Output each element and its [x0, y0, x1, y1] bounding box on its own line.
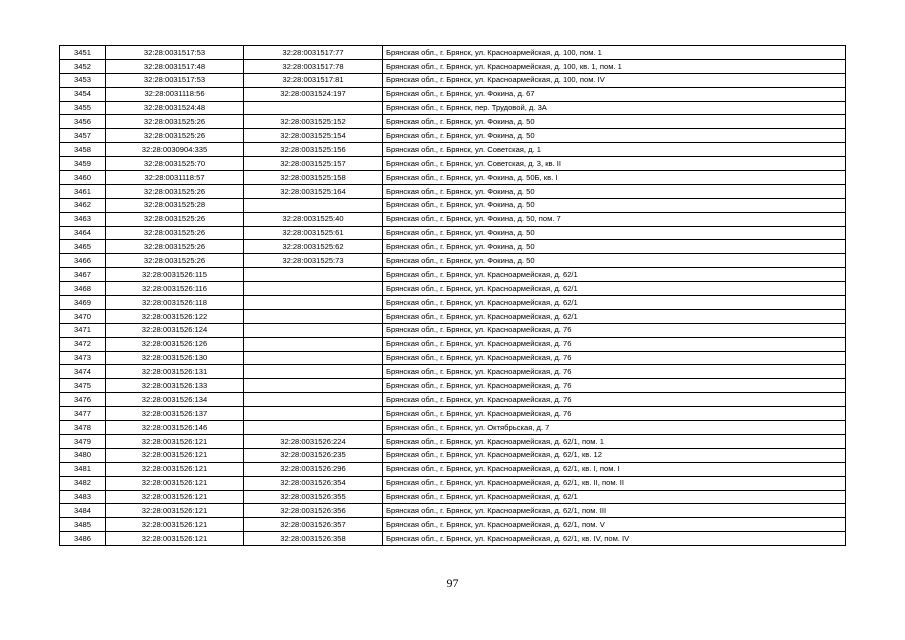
- related-cadastral-number-cell: 32:28:0031526:296: [244, 462, 383, 476]
- row-number-cell: 3458: [60, 143, 106, 157]
- address-cell: Брянская обл., г. Брянск, пер. Трудовой, д. 3А: [383, 101, 846, 115]
- cadastral-number-cell: 32:28:0031526:121: [106, 518, 244, 532]
- address-cell: Брянская обл., г. Брянск, ул. Красноармейская, д. 62/1: [383, 282, 846, 296]
- address-cell: Брянская обл., г. Брянск, ул. Фокина, д. 50, пом. 7: [383, 212, 846, 226]
- related-cadastral-number-cell: 32:28:0031525:62: [244, 240, 383, 254]
- related-cadastral-number-cell: [244, 101, 383, 115]
- table-row: [60, 171, 846, 185]
- cadastral-number-cell: 32:28:0031526:130: [106, 351, 244, 365]
- related-cadastral-number-cell: [244, 379, 383, 393]
- table-row: [60, 157, 846, 171]
- address-cell: Брянская обл., г. Брянск, ул. Красноармейская, д. 62/1, кв. I, пом. I: [383, 462, 846, 476]
- cadastral-number-cell: 32:28:0031526:118: [106, 296, 244, 310]
- related-cadastral-number-cell: 32:28:0031517:77: [244, 46, 383, 60]
- address-cell: Брянская обл., г. Брянск, ул. Красноармейская, д. 76: [383, 351, 846, 365]
- row-number-cell: 3457: [60, 129, 106, 143]
- table-row: [60, 337, 846, 351]
- cadastral-number-cell: 32:28:0031526:133: [106, 379, 244, 393]
- row-number-cell: 3484: [60, 504, 106, 518]
- related-cadastral-number-cell: 32:28:0031525:156: [244, 143, 383, 157]
- table-row: [60, 462, 846, 476]
- cadastral-number-cell: 32:28:0031524:48: [106, 101, 244, 115]
- table-row: [60, 309, 846, 323]
- related-cadastral-number-cell: [244, 309, 383, 323]
- table-row: [60, 59, 846, 73]
- related-cadastral-number-cell: 32:28:0031525:157: [244, 157, 383, 171]
- cadastral-number-cell: 32:28:0031526:146: [106, 421, 244, 435]
- table-row: [60, 532, 846, 546]
- row-number-cell: 3453: [60, 73, 106, 87]
- table-row: [60, 115, 846, 129]
- cadastral-number-cell: 32:28:0031118:56: [106, 87, 244, 101]
- row-number-cell: 3460: [60, 171, 106, 185]
- table-row: [60, 434, 846, 448]
- address-cell: Брянская обл., г. Брянск, ул. Фокина, д. 50: [383, 184, 846, 198]
- address-cell: Брянская обл., г. Брянск, ул. Фокина, д. 50: [383, 240, 846, 254]
- related-cadastral-number-cell: [244, 323, 383, 337]
- related-cadastral-number-cell: 32:28:0031524:197: [244, 87, 383, 101]
- related-cadastral-number-cell: 32:28:0031517:81: [244, 73, 383, 87]
- cadastral-number-cell: 32:28:0031526:137: [106, 407, 244, 421]
- table-row: [60, 407, 846, 421]
- row-number-cell: 3478: [60, 421, 106, 435]
- address-cell: Брянская обл., г. Брянск, ул. Красноармейская, д. 62/1: [383, 490, 846, 504]
- table-row: [60, 87, 846, 101]
- address-cell: Брянская обл., г. Брянск, ул. Красноармейская, д. 62/1, пом. III: [383, 504, 846, 518]
- cadastral-number-cell: 32:28:0031526:121: [106, 490, 244, 504]
- cadastral-table: [59, 45, 846, 546]
- table-row: [60, 296, 846, 310]
- row-number-cell: 3464: [60, 226, 106, 240]
- row-number-cell: 3472: [60, 337, 106, 351]
- row-number-cell: 3459: [60, 157, 106, 171]
- address-cell: Брянская обл., г. Брянск, ул. Красноармейская, д. 76: [383, 407, 846, 421]
- address-cell: Брянская обл., г. Брянск, ул. Красноармейская, д. 100, кв. 1, пом. 1: [383, 59, 846, 73]
- row-number-cell: 3466: [60, 254, 106, 268]
- row-number-cell: 3465: [60, 240, 106, 254]
- table-row: [60, 379, 846, 393]
- address-cell: Брянская обл., г. Брянск, ул. Красноармейская, д. 62/1, кв. IV, пом. IV: [383, 532, 846, 546]
- cadastral-number-cell: 32:28:0031517:48: [106, 59, 244, 73]
- related-cadastral-number-cell: 32:28:0031525:40: [244, 212, 383, 226]
- address-cell: Брянская обл., г. Брянск, ул. Красноармейская, д. 62/1, кв. II, пом. II: [383, 476, 846, 490]
- row-number-cell: 3469: [60, 296, 106, 310]
- cadastral-number-cell: 32:28:0031525:26: [106, 226, 244, 240]
- table-row: [60, 518, 846, 532]
- table-row: [60, 143, 846, 157]
- related-cadastral-number-cell: [244, 407, 383, 421]
- cadastral-number-cell: 32:28:0031526:131: [106, 365, 244, 379]
- cadastral-number-cell: 32:28:0031526:134: [106, 393, 244, 407]
- cadastral-number-cell: 32:28:0031525:26: [106, 240, 244, 254]
- cadastral-number-cell: 32:28:0031526:121: [106, 476, 244, 490]
- related-cadastral-number-cell: [244, 198, 383, 212]
- related-cadastral-number-cell: [244, 268, 383, 282]
- table-row: [60, 240, 846, 254]
- cadastral-number-cell: 32:28:0031526:121: [106, 532, 244, 546]
- related-cadastral-number-cell: 32:28:0031517:78: [244, 59, 383, 73]
- related-cadastral-number-cell: [244, 365, 383, 379]
- table-row: [60, 101, 846, 115]
- row-number-cell: 3475: [60, 379, 106, 393]
- cadastral-number-cell: 32:28:0031525:28: [106, 198, 244, 212]
- row-number-cell: 3461: [60, 184, 106, 198]
- related-cadastral-number-cell: 32:28:0031526:356: [244, 504, 383, 518]
- row-number-cell: 3452: [60, 59, 106, 73]
- address-cell: Брянская обл., г. Брянск, ул. Красноармейская, д. 62/1, пом. V: [383, 518, 846, 532]
- address-cell: Брянская обл., г. Брянск, ул. Фокина, д. 67: [383, 87, 846, 101]
- address-cell: Брянская обл., г. Брянск, ул. Красноармейская, д. 76: [383, 365, 846, 379]
- row-number-cell: 3482: [60, 476, 106, 490]
- row-number-cell: 3483: [60, 490, 106, 504]
- address-cell: Брянская обл., г. Брянск, ул. Красноармейская, д. 62/1: [383, 296, 846, 310]
- address-cell: Брянская обл., г. Брянск, ул. Красноармейская, д. 76: [383, 323, 846, 337]
- table-row: [60, 184, 846, 198]
- cadastral-number-cell: 32:28:0031526:121: [106, 504, 244, 518]
- row-number-cell: 3455: [60, 101, 106, 115]
- table-row: [60, 476, 846, 490]
- cadastral-number-cell: 32:28:0031526:115: [106, 268, 244, 282]
- related-cadastral-number-cell: 32:28:0031525:73: [244, 254, 383, 268]
- address-cell: Брянская обл., г. Брянск, ул. Фокина, д. 50: [383, 115, 846, 129]
- cadastral-number-cell: 32:28:0031525:26: [106, 212, 244, 226]
- row-number-cell: 3473: [60, 351, 106, 365]
- related-cadastral-number-cell: 32:28:0031525:164: [244, 184, 383, 198]
- row-number-cell: 3463: [60, 212, 106, 226]
- row-number-cell: 3470: [60, 309, 106, 323]
- row-number-cell: 3481: [60, 462, 106, 476]
- related-cadastral-number-cell: [244, 351, 383, 365]
- related-cadastral-number-cell: [244, 282, 383, 296]
- cadastral-number-cell: 32:28:0031525:26: [106, 184, 244, 198]
- address-cell: Брянская обл., г. Брянск, ул. Фокина, д. 50: [383, 226, 846, 240]
- related-cadastral-number-cell: 32:28:0031526:235: [244, 448, 383, 462]
- cadastral-number-cell: 32:28:0031526:116: [106, 282, 244, 296]
- address-cell: Брянская обл., г. Брянск, ул. Красноармейская, д. 100, пом. 1: [383, 46, 846, 60]
- table-row: [60, 393, 846, 407]
- related-cadastral-number-cell: 32:28:0031526:355: [244, 490, 383, 504]
- address-cell: Брянская обл., г. Брянск, ул. Красноармейская, д. 76: [383, 393, 846, 407]
- cadastral-number-cell: 32:28:0031517:53: [106, 73, 244, 87]
- cadastral-table-body: [60, 46, 846, 546]
- table-row: [60, 46, 846, 60]
- row-number-cell: 3454: [60, 87, 106, 101]
- cadastral-number-cell: 32:28:0031517:53: [106, 46, 244, 60]
- address-cell: Брянская обл., г. Брянск, ул. Октябрьская, д. 7: [383, 421, 846, 435]
- table-row: [60, 351, 846, 365]
- cadastral-number-cell: 32:28:0031526:121: [106, 448, 244, 462]
- address-cell: Брянская обл., г. Брянск, ул. Красноармейская, д. 100, пом. IV: [383, 73, 846, 87]
- table-row: [60, 198, 846, 212]
- row-number-cell: 3477: [60, 407, 106, 421]
- row-number-cell: 3480: [60, 448, 106, 462]
- row-number-cell: 3451: [60, 46, 106, 60]
- address-cell: Брянская обл., г. Брянск, ул. Красноармейская, д. 76: [383, 379, 846, 393]
- address-cell: Брянская обл., г. Брянск, ул. Красноармейская, д. 62/1: [383, 309, 846, 323]
- cadastral-number-cell: 32:28:0031525:26: [106, 115, 244, 129]
- address-cell: Брянская обл., г. Брянск, ул. Фокина, д. 50: [383, 254, 846, 268]
- address-cell: Брянская обл., г. Брянск, ул. Советская, д. 3, кв. II: [383, 157, 846, 171]
- related-cadastral-number-cell: 32:28:0031526:224: [244, 434, 383, 448]
- cadastral-number-cell: 32:28:0031118:57: [106, 171, 244, 185]
- table-row: [60, 365, 846, 379]
- cadastral-number-cell: 32:28:0031525:70: [106, 157, 244, 171]
- table-row: [60, 282, 846, 296]
- table-row: [60, 268, 846, 282]
- cadastral-number-cell: 32:28:0031526:121: [106, 434, 244, 448]
- cadastral-number-cell: 32:28:0031525:26: [106, 254, 244, 268]
- row-number-cell: 3486: [60, 532, 106, 546]
- address-cell: Брянская обл., г. Брянск, ул. Красноармейская, д. 62/1, кв. 12: [383, 448, 846, 462]
- row-number-cell: 3479: [60, 434, 106, 448]
- address-cell: Брянская обл., г. Брянск, ул. Фокина, д. 50: [383, 198, 846, 212]
- related-cadastral-number-cell: 32:28:0031526:354: [244, 476, 383, 490]
- table-row: [60, 421, 846, 435]
- related-cadastral-number-cell: [244, 393, 383, 407]
- address-cell: Брянская обл., г. Брянск, ул. Фокина, д. 50: [383, 129, 846, 143]
- table-row: [60, 490, 846, 504]
- table-row: [60, 129, 846, 143]
- cadastral-number-cell: 32:28:0030904:335: [106, 143, 244, 157]
- page-number: 97: [446, 576, 459, 590]
- row-number-cell: 3456: [60, 115, 106, 129]
- address-cell: Брянская обл., г. Брянск, ул. Красноармейская, д. 62/1: [383, 268, 846, 282]
- address-cell: Брянская обл., г. Брянск, ул. Советская, д. 1: [383, 143, 846, 157]
- row-number-cell: 3468: [60, 282, 106, 296]
- related-cadastral-number-cell: 32:28:0031525:158: [244, 171, 383, 185]
- cadastral-number-cell: 32:28:0031525:26: [106, 129, 244, 143]
- table-row: [60, 254, 846, 268]
- related-cadastral-number-cell: 32:28:0031526:357: [244, 518, 383, 532]
- table-row: [60, 226, 846, 240]
- row-number-cell: 3471: [60, 323, 106, 337]
- cadastral-number-cell: 32:28:0031526:122: [106, 309, 244, 323]
- row-number-cell: 3474: [60, 365, 106, 379]
- row-number-cell: 3467: [60, 268, 106, 282]
- address-cell: Брянская обл., г. Брянск, ул. Красноармейская, д. 76: [383, 337, 846, 351]
- related-cadastral-number-cell: [244, 296, 383, 310]
- row-number-cell: 3485: [60, 518, 106, 532]
- related-cadastral-number-cell: 32:28:0031525:152: [244, 115, 383, 129]
- related-cadastral-number-cell: 32:28:0031525:61: [244, 226, 383, 240]
- address-cell: Брянская обл., г. Брянск, ул. Красноармейская, д. 62/1, пом. 1: [383, 434, 846, 448]
- related-cadastral-number-cell: 32:28:0031526:358: [244, 532, 383, 546]
- related-cadastral-number-cell: 32:28:0031525:154: [244, 129, 383, 143]
- table-row: [60, 212, 846, 226]
- row-number-cell: 3476: [60, 393, 106, 407]
- row-number-cell: 3462: [60, 198, 106, 212]
- related-cadastral-number-cell: [244, 337, 383, 351]
- table-row: [60, 504, 846, 518]
- cadastral-number-cell: 32:28:0031526:121: [106, 462, 244, 476]
- cadastral-number-cell: 32:28:0031526:126: [106, 337, 244, 351]
- table-row: [60, 448, 846, 462]
- cadastral-number-cell: 32:28:0031526:124: [106, 323, 244, 337]
- table-row: [60, 323, 846, 337]
- table-row: [60, 73, 846, 87]
- related-cadastral-number-cell: [244, 421, 383, 435]
- address-cell: Брянская обл., г. Брянск, ул. Фокина, д. 50Б, кв. I: [383, 171, 846, 185]
